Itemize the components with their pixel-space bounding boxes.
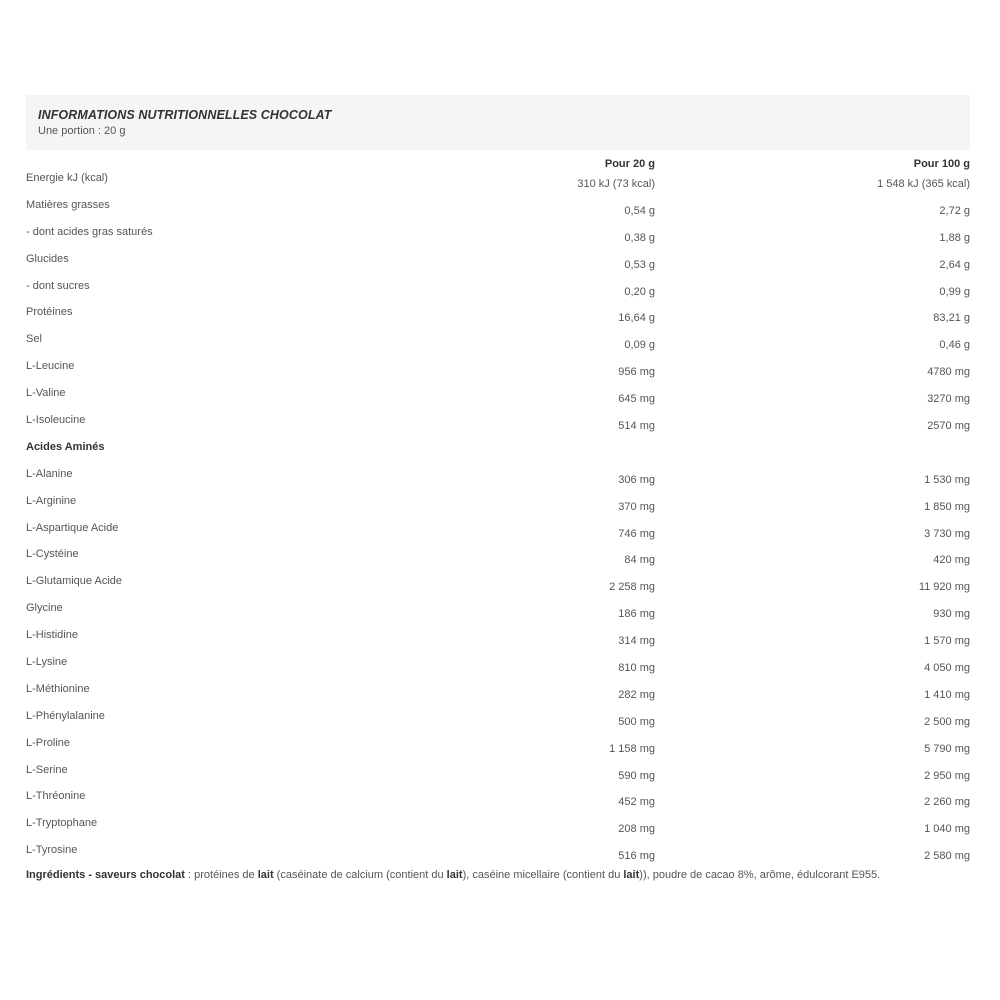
- nutrition-row: [26, 735, 970, 762]
- value-per-100g: 5 790 mg: [924, 742, 970, 755]
- value-per-100g: 4780 mg: [927, 366, 970, 379]
- value-per-serving: 0,20 g: [624, 285, 655, 298]
- value-per-100g: 2,72 g: [939, 204, 970, 217]
- nutrition-row: [26, 708, 970, 735]
- nutrition-row: [26, 466, 970, 493]
- serving-size: Une portion : 20 g: [38, 125, 126, 137]
- ingredients-part: : protéines de: [188, 869, 258, 882]
- value-per-100g: 1 548 kJ (365 kcal): [877, 178, 970, 190]
- value-per-100g: 930 mg: [933, 608, 970, 621]
- nutrition-row: [26, 358, 970, 385]
- nutrition-row: [26, 681, 970, 708]
- value-per-100g: 1 040 mg: [924, 823, 970, 836]
- nutrient-name: Sel: [26, 333, 42, 346]
- nutrition-row: [26, 251, 970, 278]
- nutrient-name: - dont sucres: [26, 279, 90, 292]
- nutrition-row: [26, 385, 970, 412]
- value-per-100g: 0,99 g: [939, 285, 970, 298]
- nutrient-name: L-Glutamique Acide: [26, 575, 122, 588]
- value-per-serving: 452 mg: [618, 796, 655, 809]
- value-per-100g: 2 500 mg: [924, 715, 970, 728]
- nutrition-row: [26, 627, 970, 654]
- value-per-serving: 590 mg: [618, 769, 655, 782]
- nutrition-row: [26, 600, 970, 627]
- value-per-serving: 516 mg: [618, 850, 655, 863]
- value-per-100g: [655, 439, 970, 466]
- value-per-100g: 2 260 mg: [924, 796, 970, 809]
- nutrition-panel: [26, 95, 970, 883]
- nutrition-row: [26, 224, 970, 251]
- nutrient-name: L-Méthionine: [26, 682, 90, 695]
- value-per-serving: 0,09 g: [624, 339, 655, 352]
- nutrition-row: [26, 331, 970, 358]
- value-per-100g: 83,21 g: [933, 312, 970, 325]
- nutrition-row: [26, 762, 970, 789]
- value-per-100g: 0,46 g: [939, 339, 970, 352]
- value-per-100g: 4 050 mg: [924, 662, 970, 675]
- nutrient-name: L-Alanine: [26, 467, 73, 480]
- nutrient-name: L-Leucine: [26, 360, 75, 373]
- nutrient-name: Acides Aminés: [26, 440, 105, 453]
- value-per-100g: 1 410 mg: [924, 688, 970, 701]
- value-per-serving: 282 mg: [618, 688, 655, 701]
- value-per-serving: 956 mg: [618, 366, 655, 379]
- ingredients-label: Ingrédients - saveurs chocolat: [26, 869, 185, 882]
- nutrient-name: Energie kJ (kcal): [26, 172, 108, 184]
- nutrient-name: L-Cystéine: [26, 548, 79, 561]
- value-per-serving: 306 mg: [618, 473, 655, 486]
- column-header-per-serving: Pour 20 g: [604, 158, 655, 170]
- nutrient-name: L-Lysine: [26, 656, 68, 669]
- value-per-serving: [356, 439, 655, 466]
- nutrient-name: L-Tyrosine: [26, 844, 78, 857]
- nutrient-name: Glucides: [26, 252, 69, 265]
- allergen-highlight: lait: [257, 869, 274, 882]
- ingredients-text: [26, 867, 970, 883]
- value-per-serving: 746 mg: [618, 527, 655, 540]
- nutrition-row: [26, 815, 970, 842]
- nutrition-row: [26, 520, 970, 547]
- value-per-serving: 2 258 mg: [609, 581, 655, 594]
- value-per-serving: 1 158 mg: [609, 742, 655, 755]
- value-per-serving: 370 mg: [618, 500, 655, 513]
- nutrition-row: [26, 170, 970, 197]
- value-per-serving: 645 mg: [618, 393, 655, 406]
- nutrient-name: L-Valine: [26, 387, 66, 400]
- nutrient-name: Protéines: [26, 306, 73, 319]
- value-per-serving: 0,54 g: [624, 204, 655, 217]
- value-per-100g: 420 mg: [933, 554, 970, 567]
- value-per-serving: 310 kJ (73 kcal): [577, 178, 655, 190]
- value-per-100g: 2,64 g: [939, 258, 970, 271]
- nutrition-row: [26, 842, 970, 869]
- value-per-serving: 500 mg: [618, 715, 655, 728]
- value-per-serving: 314 mg: [618, 635, 655, 648]
- value-per-100g: 3 730 mg: [924, 527, 970, 540]
- nutrient-name: L-Serine: [26, 763, 68, 776]
- value-per-100g: 1 570 mg: [924, 635, 970, 648]
- nutrient-name: L-Thréonine: [26, 790, 86, 803]
- ingredients-part: ), caséine micellaire (contient du: [462, 869, 624, 882]
- ingredients-part: )), poudre de cacao 8%, arôme, édulcorant E955.: [639, 869, 881, 882]
- section-heading-row: [26, 439, 970, 466]
- allergen-highlight: lait: [623, 869, 640, 882]
- nutrition-row: [26, 546, 970, 573]
- ingredients-part: (caséinate de calcium (contient du: [273, 869, 447, 882]
- nutrition-row: [26, 493, 970, 520]
- value-per-100g: 2570 mg: [927, 420, 970, 433]
- value-per-100g: 2 950 mg: [924, 769, 970, 782]
- nutrition-row: [26, 788, 970, 815]
- nutrient-name: Matières grasses: [26, 198, 110, 211]
- nutrition-row: [26, 197, 970, 224]
- nutrition-row: [26, 654, 970, 681]
- nutrient-name: L-Phénylalanine: [26, 709, 105, 722]
- value-per-100g: 1 850 mg: [924, 500, 970, 513]
- nutrient-name: L-Isoleucine: [26, 414, 86, 427]
- value-per-serving: 514 mg: [618, 420, 655, 433]
- nutrition-header: [26, 95, 970, 150]
- value-per-100g: 3270 mg: [927, 393, 970, 406]
- value-per-serving: 16,64 g: [618, 312, 655, 325]
- value-per-100g: 1,88 g: [939, 231, 970, 244]
- nutrient-name: L-Arginine: [26, 494, 77, 507]
- nutrition-row: [26, 412, 970, 439]
- value-per-serving: 208 mg: [618, 823, 655, 836]
- nutrient-name: L-Histidine: [26, 629, 78, 642]
- nutrition-row: [26, 278, 970, 305]
- nutrient-name: L-Tryptophane: [26, 817, 98, 830]
- value-per-serving: 0,38 g: [624, 231, 655, 244]
- value-per-100g: 11 920 mg: [918, 581, 970, 594]
- value-per-serving: 186 mg: [618, 608, 655, 621]
- value-per-serving: 84 mg: [624, 554, 655, 567]
- nutrition-row: [26, 573, 970, 600]
- nutrient-name: L-Aspartique Acide: [26, 521, 119, 534]
- nutrient-name: Glycine: [26, 602, 63, 615]
- value-per-100g: 2 580 mg: [924, 850, 970, 863]
- column-headers: [26, 150, 970, 170]
- value-per-serving: 810 mg: [618, 662, 655, 675]
- nutrient-name: L-Proline: [26, 736, 71, 749]
- value-per-100g: 1 530 mg: [924, 473, 970, 486]
- nutrition-table: [26, 170, 970, 869]
- nutrition-row: [26, 304, 970, 331]
- allergen-highlight: lait: [446, 869, 463, 882]
- nutrient-name: - dont acides gras saturés: [26, 225, 153, 238]
- value-per-serving: 0,53 g: [624, 258, 655, 271]
- nutrition-title: INFORMATIONS NUTRITIONNELLES CHOCOLAT: [38, 108, 332, 122]
- column-header-per-100g: Pour 100 g: [913, 158, 970, 170]
